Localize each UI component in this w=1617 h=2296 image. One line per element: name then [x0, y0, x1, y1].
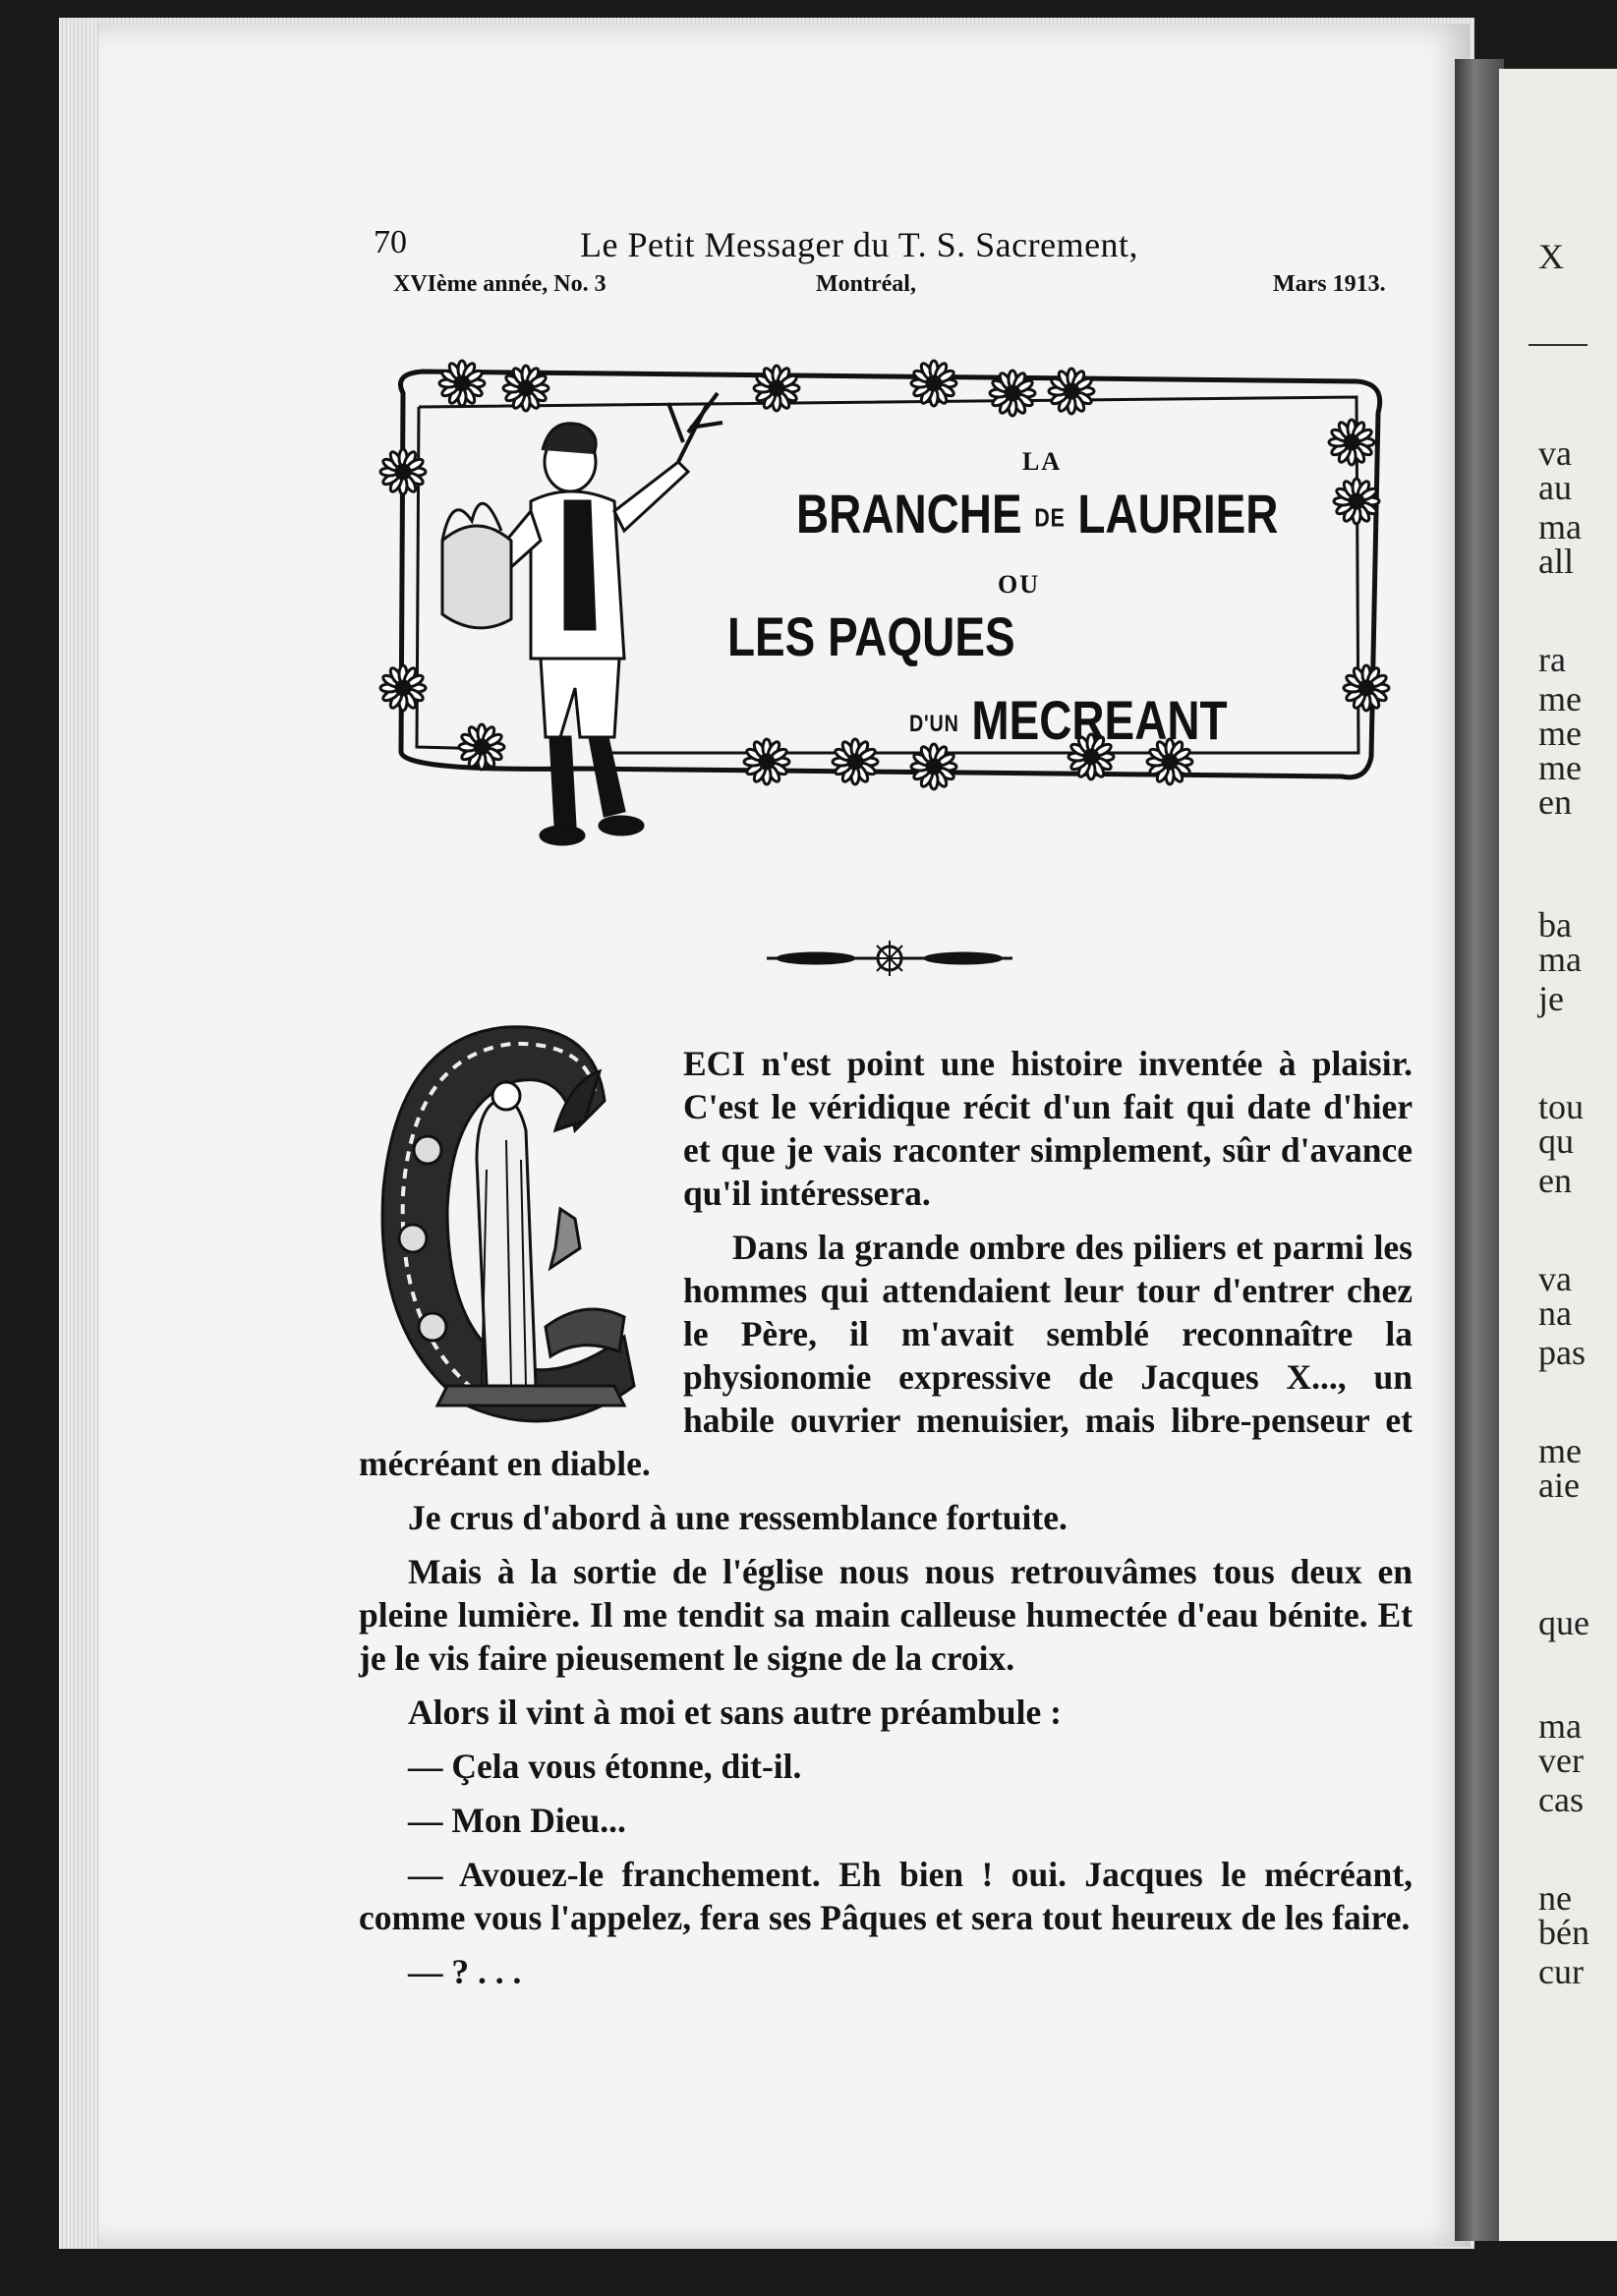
paragraph-1: ECI n'est point une histoire inventée à plaisir. C'est le véridique récit d'un fait qui date d'hier et que je vais raconter simplement, sûr d'avance qu'il intéressera.: [683, 1044, 1413, 1213]
facing-page-fragment: ma: [1538, 507, 1582, 546]
facing-page-fragment: en: [1538, 782, 1572, 822]
facing-page-fragment: tou: [1538, 1087, 1585, 1126]
facing-page-fragment: all: [1538, 542, 1574, 581]
daisy-icon: [1344, 665, 1389, 711]
facing-page-rule: [1529, 344, 1588, 346]
title-laurier: LAURIER: [1077, 483, 1279, 545]
issue-city: Montréal,: [816, 271, 916, 297]
facing-page-fragment: bén: [1538, 1913, 1589, 1952]
daisy-icon: [1049, 369, 1094, 414]
issue-line: [393, 271, 1396, 311]
book-gutter: [1455, 59, 1504, 2241]
title-branche: BRANCHE: [796, 483, 1022, 545]
ornament-separator-icon: [757, 939, 1022, 978]
facing-page-fragment: aie: [1538, 1465, 1580, 1505]
title-dun: D'UN: [909, 711, 959, 738]
floral-frame-icon: [383, 364, 1394, 806]
facing-page: [1499, 69, 1617, 2241]
facing-page-fragment: va: [1538, 433, 1572, 473]
page-number: 70: [374, 224, 407, 260]
daisy-icon: [1329, 420, 1374, 465]
paragraph-7: — Mon Dieu...: [408, 1801, 626, 1840]
facing-page-fragment: je: [1538, 979, 1564, 1018]
facing-page-fragment: va: [1538, 1259, 1572, 1298]
facing-page-fragment: me: [1538, 714, 1582, 753]
facing-page-fragment: cas: [1538, 1780, 1584, 1819]
issue-date: Mars 1913.: [1273, 271, 1386, 297]
facing-page-fragment: pas: [1538, 1333, 1586, 1372]
facing-page-fragment: ne: [1538, 1878, 1572, 1918]
facing-page-fragment: en: [1538, 1161, 1572, 1200]
paragraph-6: — Çela vous étonne, dit-il.: [408, 1747, 802, 1786]
paragraph-3: Je crus d'abord à une ressemblance fortuite.: [408, 1498, 1068, 1537]
facing-page-fragment: me: [1538, 748, 1582, 787]
daisy-icon: [744, 739, 789, 784]
facing-page-fragment: me: [1538, 1431, 1582, 1470]
daisy-icon: [833, 739, 878, 784]
title-les-paques: LES PAQUES: [727, 605, 1015, 667]
facing-page-fragment: ma: [1538, 940, 1582, 979]
title-dun-mecreant: [909, 688, 1228, 752]
facing-page-fragment: qu: [1538, 1121, 1574, 1161]
title-illustration: [383, 364, 1394, 806]
running-header: [374, 224, 1219, 273]
facing-page-fragment: X: [1538, 237, 1564, 276]
facing-page-fragment: au: [1538, 468, 1572, 507]
facing-page-fragment: ver: [1538, 1741, 1584, 1780]
daisy-icon: [459, 724, 504, 770]
facing-page-fragment: cur: [1538, 1952, 1584, 1991]
title-branche-de-laurier: [796, 482, 1278, 545]
journal-title: Le Petit Messager du T. S. Sacrement,: [580, 225, 1139, 264]
paragraph-9: — ? . . .: [408, 1952, 522, 1991]
facing-page-fragment: que: [1538, 1603, 1589, 1642]
daisy-icon: [911, 361, 956, 406]
facing-page-fragment: ra: [1538, 640, 1566, 679]
facing-page-fragment: me: [1538, 679, 1582, 718]
daisy-icon: [380, 665, 426, 711]
title-de: DE: [1034, 502, 1066, 533]
title-la: LA: [1022, 447, 1063, 476]
facing-page-fragment: ma: [1538, 1706, 1582, 1746]
dropcap-space: [359, 1042, 683, 1430]
facing-page-fragment: na: [1538, 1293, 1572, 1333]
title-mecreant: MECREANT: [971, 689, 1228, 751]
article-body: [359, 1042, 1413, 2004]
paragraph-2: Dans la grande ombre des piliers et parmi les hommes qui attendaient leur tour d'entrer chez le Père, il m'avait semblé reconnaître la physionomie expressive de Jacques X..., un habile ouvrier menuisier, mais libre-penseur et mécréant en diable.: [359, 1228, 1413, 1483]
issue-number: XVIème année, No. 3: [393, 271, 606, 297]
paragraph-4: Mais à la sortie de l'église nous nous retrouvâmes tous deux en pleine lumière. Il me tendit sa main calleuse humectée d'eau bénite. Et je le vis faire pieusement le signe de la croix.: [359, 1552, 1413, 1678]
facing-page-fragment: ba: [1538, 905, 1572, 945]
title-ou: OU: [998, 570, 1040, 599]
daisy-icon: [1334, 479, 1379, 524]
paragraph-8: — Avouez-le franchement. Eh bien ! oui. Jacques le mécréant, comme vous l'appelez, fera ses Pâques et sera tout heureux de les faire.: [359, 1855, 1413, 1937]
paragraph-5: Alors il vint à moi et sans autre préambule :: [408, 1693, 1062, 1732]
daisy-icon: [439, 361, 485, 406]
